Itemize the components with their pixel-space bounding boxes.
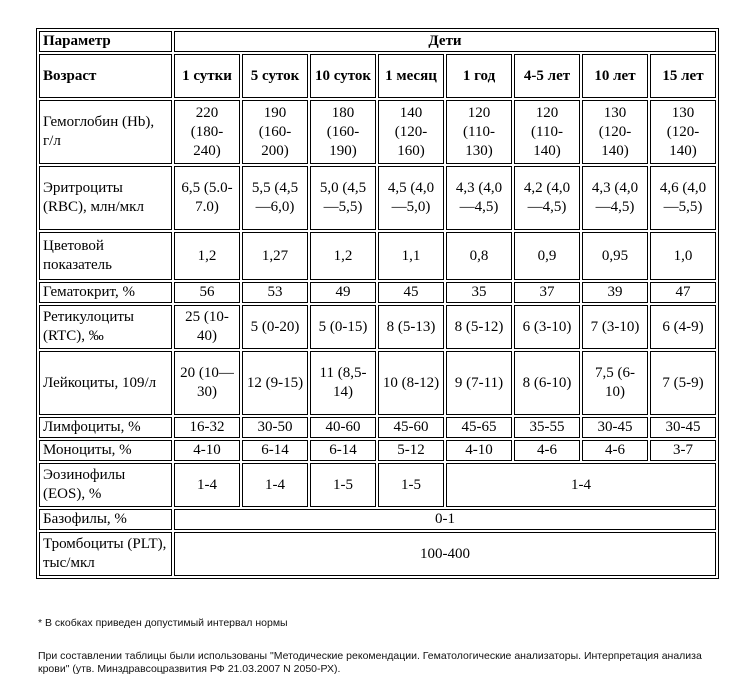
source-note: При составлении таблицы были использованы "Методические рекомендации. Гематологические анализаторы. Интерпретация анализа крови" (утв. Минздравсоцразвития РФ 21.03.2007 N 2050-РХ). xyxy=(38,650,702,675)
table-cell: 9 (7-11) xyxy=(446,351,512,415)
table-cell: 8 (6-10) xyxy=(514,351,580,415)
table-cell: 45-65 xyxy=(446,417,512,438)
table-cell: 12 (9-15) xyxy=(242,351,308,415)
footnote: * В скобках приведен допустимый интервал нормы xyxy=(38,617,288,629)
table-cell: 30-45 xyxy=(582,417,648,438)
table-cell: 45 xyxy=(378,282,444,303)
table-row xyxy=(39,509,716,530)
table-cell: 5,5 (4,5—6,0) xyxy=(242,166,308,230)
table-cell: 25 (10-40) xyxy=(174,305,240,349)
age-header: 10 лет xyxy=(582,54,648,98)
age-header: 1 месяц xyxy=(378,54,444,98)
row-label: Базофилы, % xyxy=(39,509,172,530)
table-row xyxy=(39,282,716,303)
table-cell: 5-12 xyxy=(378,440,444,461)
table-cell: 20 (10—30) xyxy=(174,351,240,415)
age-header: 1 сутки xyxy=(174,54,240,98)
table-cell: 30-50 xyxy=(242,417,308,438)
table-cell: 1-4 xyxy=(446,463,716,507)
table-cell: 40-60 xyxy=(310,417,376,438)
table-cell: 1-4 xyxy=(242,463,308,507)
table-cell: 39 xyxy=(582,282,648,303)
table-cell: 4-6 xyxy=(582,440,648,461)
table-cell: 3-7 xyxy=(650,440,716,461)
table-cell: 47 xyxy=(650,282,716,303)
age-header: 4-5 лет xyxy=(514,54,580,98)
header-group: Дети xyxy=(174,31,716,52)
table-row xyxy=(39,166,716,230)
table-cell: 0-1 xyxy=(174,509,716,530)
age-header: 10 суток xyxy=(310,54,376,98)
table-cell: 0,8 xyxy=(446,232,512,280)
row-label: Моноциты, % xyxy=(39,440,172,461)
row-label: Тромбоциты (PLT), тыс/мкл xyxy=(39,532,172,576)
table-cell: 180 (160-190) xyxy=(310,100,376,164)
row-label: Лимфоциты, % xyxy=(39,417,172,438)
table-cell: 11 (8,5-14) xyxy=(310,351,376,415)
table-cell: 4,2 (4,0—4,5) xyxy=(514,166,580,230)
header-param: Параметр xyxy=(39,31,172,52)
table-row xyxy=(39,463,716,507)
table-cell: 1-5 xyxy=(310,463,376,507)
table-cell: 5 (0-15) xyxy=(310,305,376,349)
row-label: Эритроциты (RBC), млн/мкл xyxy=(39,166,172,230)
table-cell: 6-14 xyxy=(242,440,308,461)
table-row xyxy=(39,305,716,349)
table-cell: 6 (3-10) xyxy=(514,305,580,349)
table-cell: 130 (120-140) xyxy=(650,100,716,164)
table-cell: 6,5 (5.0-7.0) xyxy=(174,166,240,230)
table-cell: 1-5 xyxy=(378,463,444,507)
table-cell: 1,2 xyxy=(310,232,376,280)
table-cell: 100-400 xyxy=(174,532,716,576)
table-cell: 7 (5-9) xyxy=(650,351,716,415)
table-cell: 0,9 xyxy=(514,232,580,280)
table-cell: 6-14 xyxy=(310,440,376,461)
table-cell: 120 (110-140) xyxy=(514,100,580,164)
table-cell: 4,6 (4,0—5,5) xyxy=(650,166,716,230)
table-cell: 4-6 xyxy=(514,440,580,461)
table-row xyxy=(39,351,716,415)
table-cell: 1,27 xyxy=(242,232,308,280)
table-cell: 53 xyxy=(242,282,308,303)
table-cell: 4,3 (4,0—4,5) xyxy=(446,166,512,230)
table-cell: 10 (8-12) xyxy=(378,351,444,415)
table-cell: 8 (5-13) xyxy=(378,305,444,349)
table-cell: 49 xyxy=(310,282,376,303)
table-cell: 120 (110-130) xyxy=(446,100,512,164)
table-cell: 5 (0-20) xyxy=(242,305,308,349)
table-cell: 220 (180-240) xyxy=(174,100,240,164)
table-cell: 140 (120-160) xyxy=(378,100,444,164)
table-cell: 56 xyxy=(174,282,240,303)
table-cell: 1,0 xyxy=(650,232,716,280)
row-label: Ретикулоциты (RTC), ‰ xyxy=(39,305,172,349)
table-cell: 130 (120-140) xyxy=(582,100,648,164)
table-cell: 190 (160-200) xyxy=(242,100,308,164)
table-cell: 4-10 xyxy=(446,440,512,461)
table-cell: 1,2 xyxy=(174,232,240,280)
header-row xyxy=(39,31,716,52)
row-label: Лейкоциты, 109/л xyxy=(39,351,172,415)
age-header: 1 год xyxy=(446,54,512,98)
table-cell: 35-55 xyxy=(514,417,580,438)
age-header: 15 лет xyxy=(650,54,716,98)
table-row xyxy=(39,232,716,280)
table-cell: 4-10 xyxy=(174,440,240,461)
blood-norms-table xyxy=(36,28,719,579)
table-cell: 8 (5-12) xyxy=(446,305,512,349)
table-row xyxy=(39,440,716,461)
table-row xyxy=(39,100,716,164)
table-cell: 16-32 xyxy=(174,417,240,438)
row-label: Эозинофилы (EOS), % xyxy=(39,463,172,507)
age-label: Возраст xyxy=(39,54,172,98)
table-cell: 1,1 xyxy=(378,232,444,280)
table-body xyxy=(39,31,716,576)
table-cell: 0,95 xyxy=(582,232,648,280)
table-cell: 1-4 xyxy=(174,463,240,507)
row-label: Цветовой показатель xyxy=(39,232,172,280)
table-cell: 37 xyxy=(514,282,580,303)
table-cell: 45-60 xyxy=(378,417,444,438)
row-label: Гематокрит, % xyxy=(39,282,172,303)
row-label: Гемоглобин (Hb), г/л xyxy=(39,100,172,164)
table-cell: 6 (4-9) xyxy=(650,305,716,349)
age-row xyxy=(39,54,716,98)
table-cell: 30-45 xyxy=(650,417,716,438)
age-header: 5 суток xyxy=(242,54,308,98)
table-cell: 7 (3-10) xyxy=(582,305,648,349)
table-cell: 4,3 (4,0—4,5) xyxy=(582,166,648,230)
table-cell: 7,5 (6-10) xyxy=(582,351,648,415)
table-row xyxy=(39,417,716,438)
table-cell: 4,5 (4,0—5,0) xyxy=(378,166,444,230)
table-cell: 5,0 (4,5—5,5) xyxy=(310,166,376,230)
table-cell: 35 xyxy=(446,282,512,303)
table-row xyxy=(39,532,716,576)
